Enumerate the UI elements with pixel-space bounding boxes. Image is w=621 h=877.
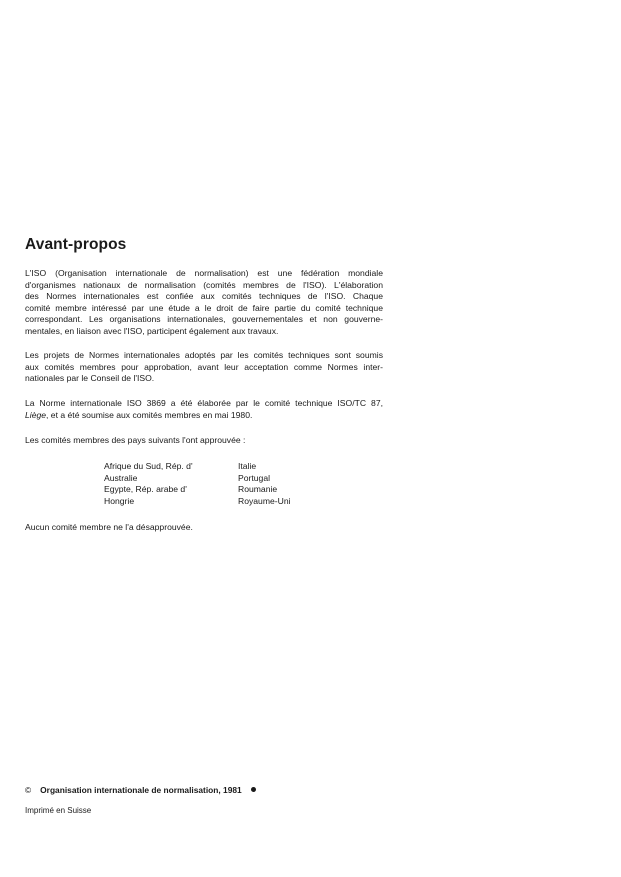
paragraph-disapproval: Aucun comité membre ne l'a désapprouvée. — [25, 522, 193, 532]
copyright-text: Organisation internationale de normalisation, 1981 — [40, 785, 242, 795]
bullet-icon — [251, 787, 256, 792]
text-line: comité membre intéressé par une étude a le droit de faire partie du comité technique — [25, 302, 383, 313]
paragraph-approval-process — [25, 350, 383, 385]
text-line: correspondant. Les organisations internationales, gouvernementales et non gouverne- — [25, 314, 383, 325]
country-item: Roumanie — [238, 484, 278, 495]
country-item: Egypte, Rép. arabe d' — [104, 484, 187, 495]
text-line: mentales, en liaison avec l'ISO, participent également aux travaux. — [25, 325, 279, 336]
copyright-icon: © — [25, 785, 32, 795]
country-item: Hongrie — [104, 495, 135, 506]
country-column-right — [238, 461, 338, 507]
country-column-left — [104, 461, 234, 507]
copyright-line — [25, 785, 256, 795]
country-item: Royaume-Uni — [238, 495, 291, 506]
text-line: Les projets de Normes internationales adoptés par les comités techniques sont soumis — [25, 350, 383, 360]
paragraph-approved-by: Les comités membres des pays suivants l'ont approuvée : — [25, 435, 246, 445]
country-item: Afrique du Sud, Rép. d' — [104, 461, 193, 471]
text-line: des Normes internationales est confiée aux comités techniques de l'ISO. Chaque — [25, 291, 383, 302]
text-line: La Norme internationale ISO 3869 a été élaborée par le comité technique ISO/TC 87, — [25, 398, 383, 408]
text-line: d'organismes nationaux de normalisation (comités membres de l'ISO). L'élaboration — [25, 279, 383, 290]
text-line: nationales par le Conseil de l'ISO. — [25, 373, 155, 384]
text-fragment: , et a été soumise aux comités membres en mai 1980. — [46, 409, 253, 420]
country-item: Australie — [104, 472, 138, 483]
text-line — [25, 410, 383, 422]
page-title: Avant-propos — [25, 236, 127, 253]
printed-in: Imprimé en Suisse — [25, 806, 92, 815]
paragraph-standard-info — [25, 398, 383, 421]
country-item: Italie — [238, 461, 257, 471]
text-line: L'ISO (Organisation internationale de normalisation) est une fédération mondiale — [25, 268, 383, 278]
committee-name: Liège — [25, 409, 47, 420]
country-item: Portugal — [238, 472, 271, 483]
text-line: aux comités membres pour approbation, avant leur acceptation comme Normes inter- — [25, 361, 383, 372]
paragraph-intro — [25, 268, 383, 338]
